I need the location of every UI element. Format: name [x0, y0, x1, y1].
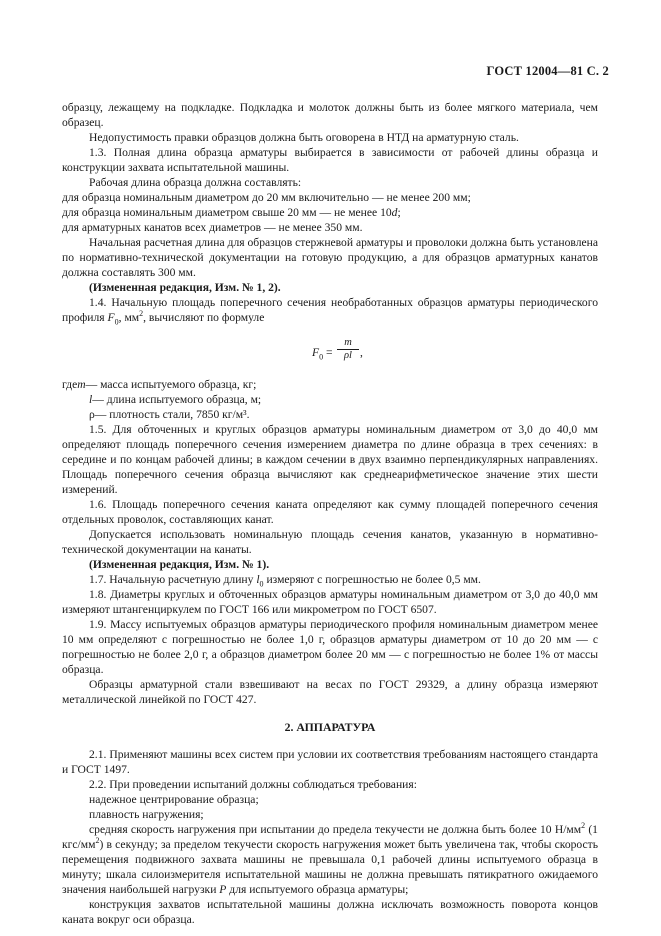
paragraph-1-9: 1.9. Массу испытуемых образцов арматуры периодического профиля номинальным диаметром менее 10 мм определяют с погрешностью не более 1,0 г, образцов арматуры диаметром от 10 до 20 мм — с погрешностью не более 2,0 г, а образцов диаметром более 20 мм — с погрешностью не более 1% от массы образца. [62, 618, 598, 676]
paragraph: Недопустимость правки образцов должна быть оговорена в НТД на арматурную сталь. [89, 131, 519, 144]
document-body [62, 100, 598, 927]
formula-lhs: $F_0$ = [312, 346, 333, 362]
legend-row: l — длина испытуемого образца, м; [89, 393, 262, 406]
area-formula: $F_0$ = $\frac{m}{\rho l}$ , [312, 337, 363, 362]
legend-row: где m — масса испытуемого образца, кг; [62, 378, 257, 391]
list-item: для арматурных канатов всех диаметров — не менее 350 мм. [62, 221, 363, 234]
list-item: конструкция захватов испытательной машины должна исключать возможность поворота концов каната вокруг оси образца. [62, 898, 598, 926]
paragraph-1-3: 1.3. Полная длина образца арматуры выбирается в зависимости от рабочей длины образца и конструкции захвата испытательной машины. [62, 146, 598, 174]
legend-row: ρ — плотность стали, 7850 кг/м³. [89, 408, 250, 421]
paragraph: образцу, лежащему на подкладке. Подкладка и молоток должны быть из более мягкого материала, чем образец. [62, 101, 598, 129]
paragraph: Рабочая длина образца должна составлять: [89, 176, 302, 189]
list-item: для образца номинальным диаметром до 20 мм включительно — не менее 200 мм; [62, 191, 471, 204]
paragraph-1-5: 1.5. Для обточенных и круглых образцов арматуры номинальным диаметром от 3,0 до 40,0 мм определяют площадь поперечного сечения измерением диаметра по длине образца в трех сечениях: в середине и по концам рабочей длины; в каждом сечении в двух взаимно перпендикулярных направлениях. Площадь поперечного сечения образца вычисляют как среднеарифметическое значение этих шести измерений. [62, 423, 598, 496]
formula-fraction: $\frac{m}{\rho l}$ [337, 337, 359, 362]
formula-legend [62, 377, 598, 422]
revision-note: (Измененная редакция, Изм. № 1, 2). [89, 281, 281, 294]
page-header: ГОСТ 12004—81 С. 2 [486, 64, 609, 78]
paragraph-1-7: 1.7. Начальную расчетную длину $l_0$ измеряют с погрешностью не более 0,5 мм. [89, 573, 481, 589]
paragraph-1-6: 1.6. Площадь поперечного сечения каната определяют как сумму площадей поперечного сечения отдельных проволок, составляющих канат. [62, 498, 598, 526]
list-item: надежное центрирование образца; [89, 793, 259, 806]
paragraph-2-1: 2.1. Применяют машины всех систем при условии их соответствия требованиям настоящего стандарта и ГОСТ 1497. [62, 748, 598, 776]
list-item: плавность нагружения; [89, 808, 204, 821]
paragraph-1-4: 1.4. Начальную площадь поперечного сечения необработанных образцов арматуры периодического профиля $F_0$, $мм^2$, вычисляют по формуле [62, 296, 598, 327]
list-item: для образца номинальным диаметром свыше 20 мм — не менее 10d; [62, 206, 401, 219]
revision-note: (Измененная редакция, Изм. № 1). [89, 558, 270, 571]
paragraph: Начальная расчетная длина для образцов стержневой арматуры и проволоки должна быть установлена по нормативно-технической документации на готовую продукцию, а для образцов арматурных канатов должна составлять 300 мм. [62, 236, 598, 279]
list-item: средняя скорость нагружения при испытании до предела текучести не должна быть более 10 $Н/мм^2$ (1 кгс/$мм^2$) в секунду; за пределом текучести скорость нагружения может быть увеличена так, чтобы скорость перемещения подвижного захвата машины не превышала 0,1 рабочей длины испытуемого образца в минуту; шкала силоизмерителя испытательной машины не должна превышать пятикратного ожидаемого значения наибольшей нагрузки P для испытуемого образца арматуры; [62, 821, 598, 896]
paragraph-1-8: 1.8. Диаметры круглых и обточенных образцов арматуры номинальным диаметром от 3,0 до 40,0 мм измеряют штангенциркулем по ГОСТ 166 или микрометром по ГОСТ 6507. [62, 588, 598, 616]
paragraph: Образцы арматурной стали взвешивают на весах по ГОСТ 29329, а длину образца измеряют металлической линейкой по ГОСТ 427. [62, 678, 598, 706]
paragraph: Допускается использовать номинальную площадь сечения канатов, указанную в нормативно-технической документации на канаты. [62, 528, 598, 556]
section-title: 2. АППАРАТУРА [284, 720, 376, 734]
paragraph-2-2: 2.2. При проведении испытаний должны соблюдаться требования: [89, 778, 417, 791]
